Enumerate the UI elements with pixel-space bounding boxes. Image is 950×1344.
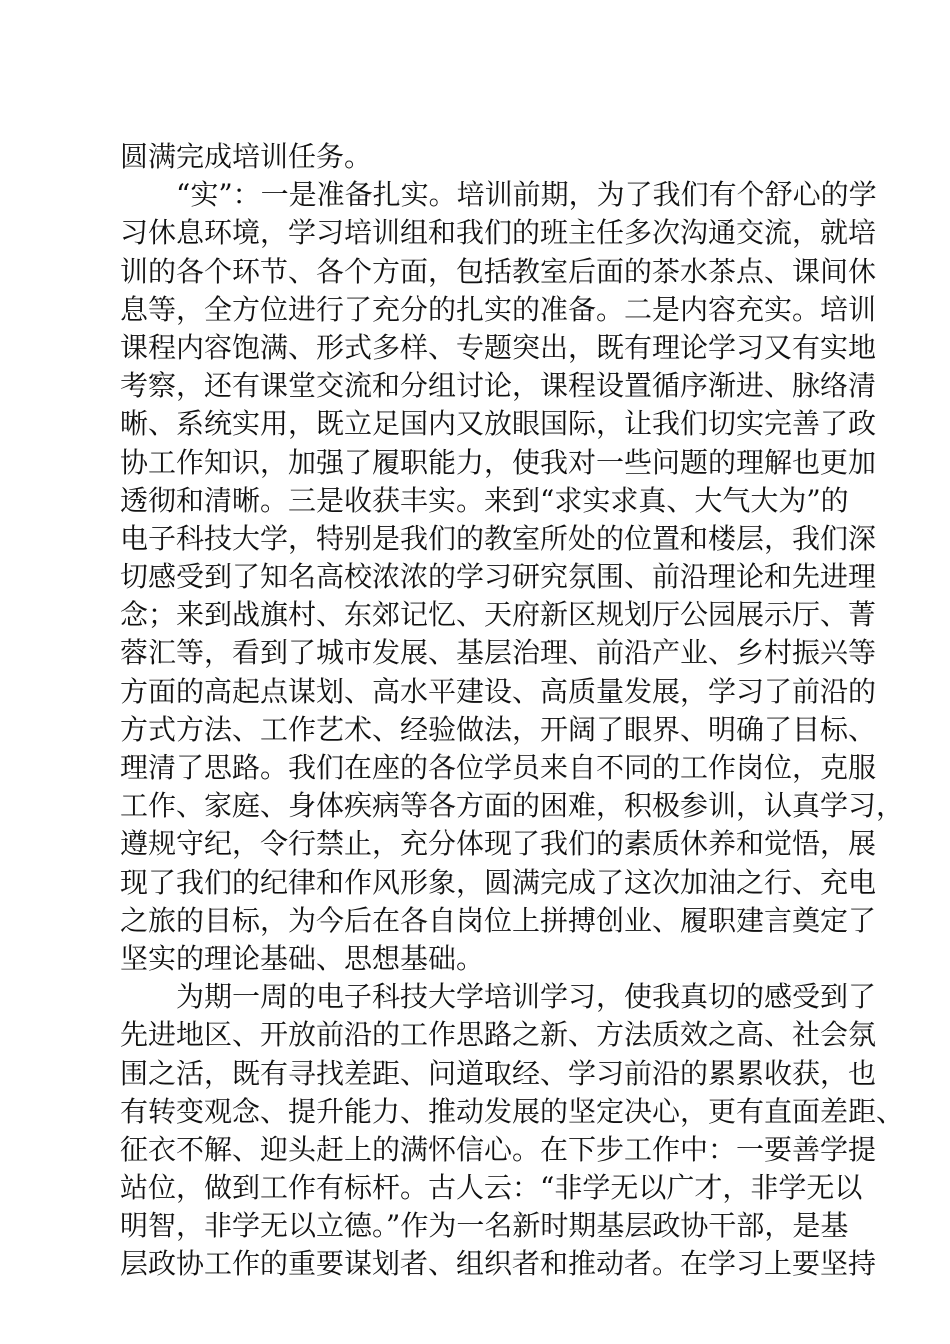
text-line: 透彻和清晰。三是收获丰实。来到“求实求真、大气大为”的 — [120, 483, 849, 517]
text-line: 念；来到战旗村、东郊记忆、天府新区规划厅公园展示厅、菁 — [120, 598, 877, 632]
text-line: 习休息环境，学习培训组和我们的班主任多次沟通交流，就培 — [120, 216, 877, 250]
text-line: 课程内容饱满、形式多样、专题突出，既有理论学习又有实地 — [120, 330, 877, 364]
text-line: 工作、家庭、身体疾病等各方面的困难，积极参训，认真学习， — [120, 789, 905, 823]
text-line: 息等，全方位进行了充分的扎实的准备。二是内容充实。培训 — [120, 292, 877, 326]
text-line: 协工作知识，加强了履职能力，使我对一些问题的理解也更加 — [120, 445, 877, 479]
text-line: 训的各个环节、各个方面，包括教室后面的茶水茶点、课间休 — [120, 254, 877, 288]
text-line: 电子科技大学，特别是我们的教室所处的位置和楼层，我们深 — [120, 521, 877, 555]
text-line: 层政协工作的重要谋划者、组织者和推动者。在学习上要坚持 — [120, 1247, 877, 1281]
text-line: 围之活，既有寻找差距、问道取经、学习前沿的累累收获，也 — [120, 1056, 877, 1090]
text-line: 方面的高起点谋划、高水平建设、高质量发展，学习了前沿的 — [120, 674, 877, 708]
text-line: 晰、系统实用，既立足国内又放眼国际，让我们切实完善了政 — [120, 407, 877, 441]
text-line: 之旅的目标，为今后在各自岗位上拼搏创业、履职建言奠定了 — [120, 903, 877, 937]
text-line: 切感受到了知名高校浓浓的学习研究氛围、前沿理论和先进理 — [120, 560, 877, 594]
text-line: 先进地区、开放前沿的工作思路之新、方法质效之高、社会氛 — [120, 1018, 877, 1052]
text-line: 遵规守纪，令行禁止，充分体现了我们的素质休养和觉悟，展 — [120, 827, 877, 861]
paragraph-start-line: “实”：一是准备扎实。培训前期，为了我们有个舒心的学 — [176, 178, 877, 212]
text-line: 有转变观念、提升能力、推动发展的坚定决心，更有直面差距、 — [120, 1094, 905, 1128]
text-line: 蓉汇等，看到了城市发展、基层治理、前沿产业、乡村振兴等 — [120, 636, 877, 670]
text-line: 坚实的理论基础、思想基础。 — [120, 941, 485, 975]
text-line: 圆满完成培训任务。 — [120, 140, 373, 173]
document-body — [120, 138, 905, 1284]
text-line: 理清了思路。我们在座的各位学员来自不同的工作岗位，克服 — [120, 751, 877, 784]
paragraph-start-line: 为期一周的电子科技大学培训学习，使我真切的感受到了 — [176, 980, 877, 1014]
text-line: 现了我们的纪律和作风形象，圆满完成了这次加油之行、充电 — [120, 865, 877, 899]
text-line: 考察，还有课堂交流和分组讨论，课程设置循序渐进、脉络清 — [120, 369, 877, 403]
text-line: 征衣不解、迎头赶上的满怀信心。在下步工作中：一要善学提 — [120, 1132, 877, 1166]
text-line: 方式方法、工作艺术、经验做法，开阔了眼界、明确了目标、 — [120, 712, 877, 746]
text-line: 明智，非学无以立德。”作为一名新时期基层政协干部，是基 — [120, 1209, 849, 1243]
text-line: 站位，做到工作有标杆。古人云：“非学无以广才，非学无以 — [120, 1171, 863, 1205]
